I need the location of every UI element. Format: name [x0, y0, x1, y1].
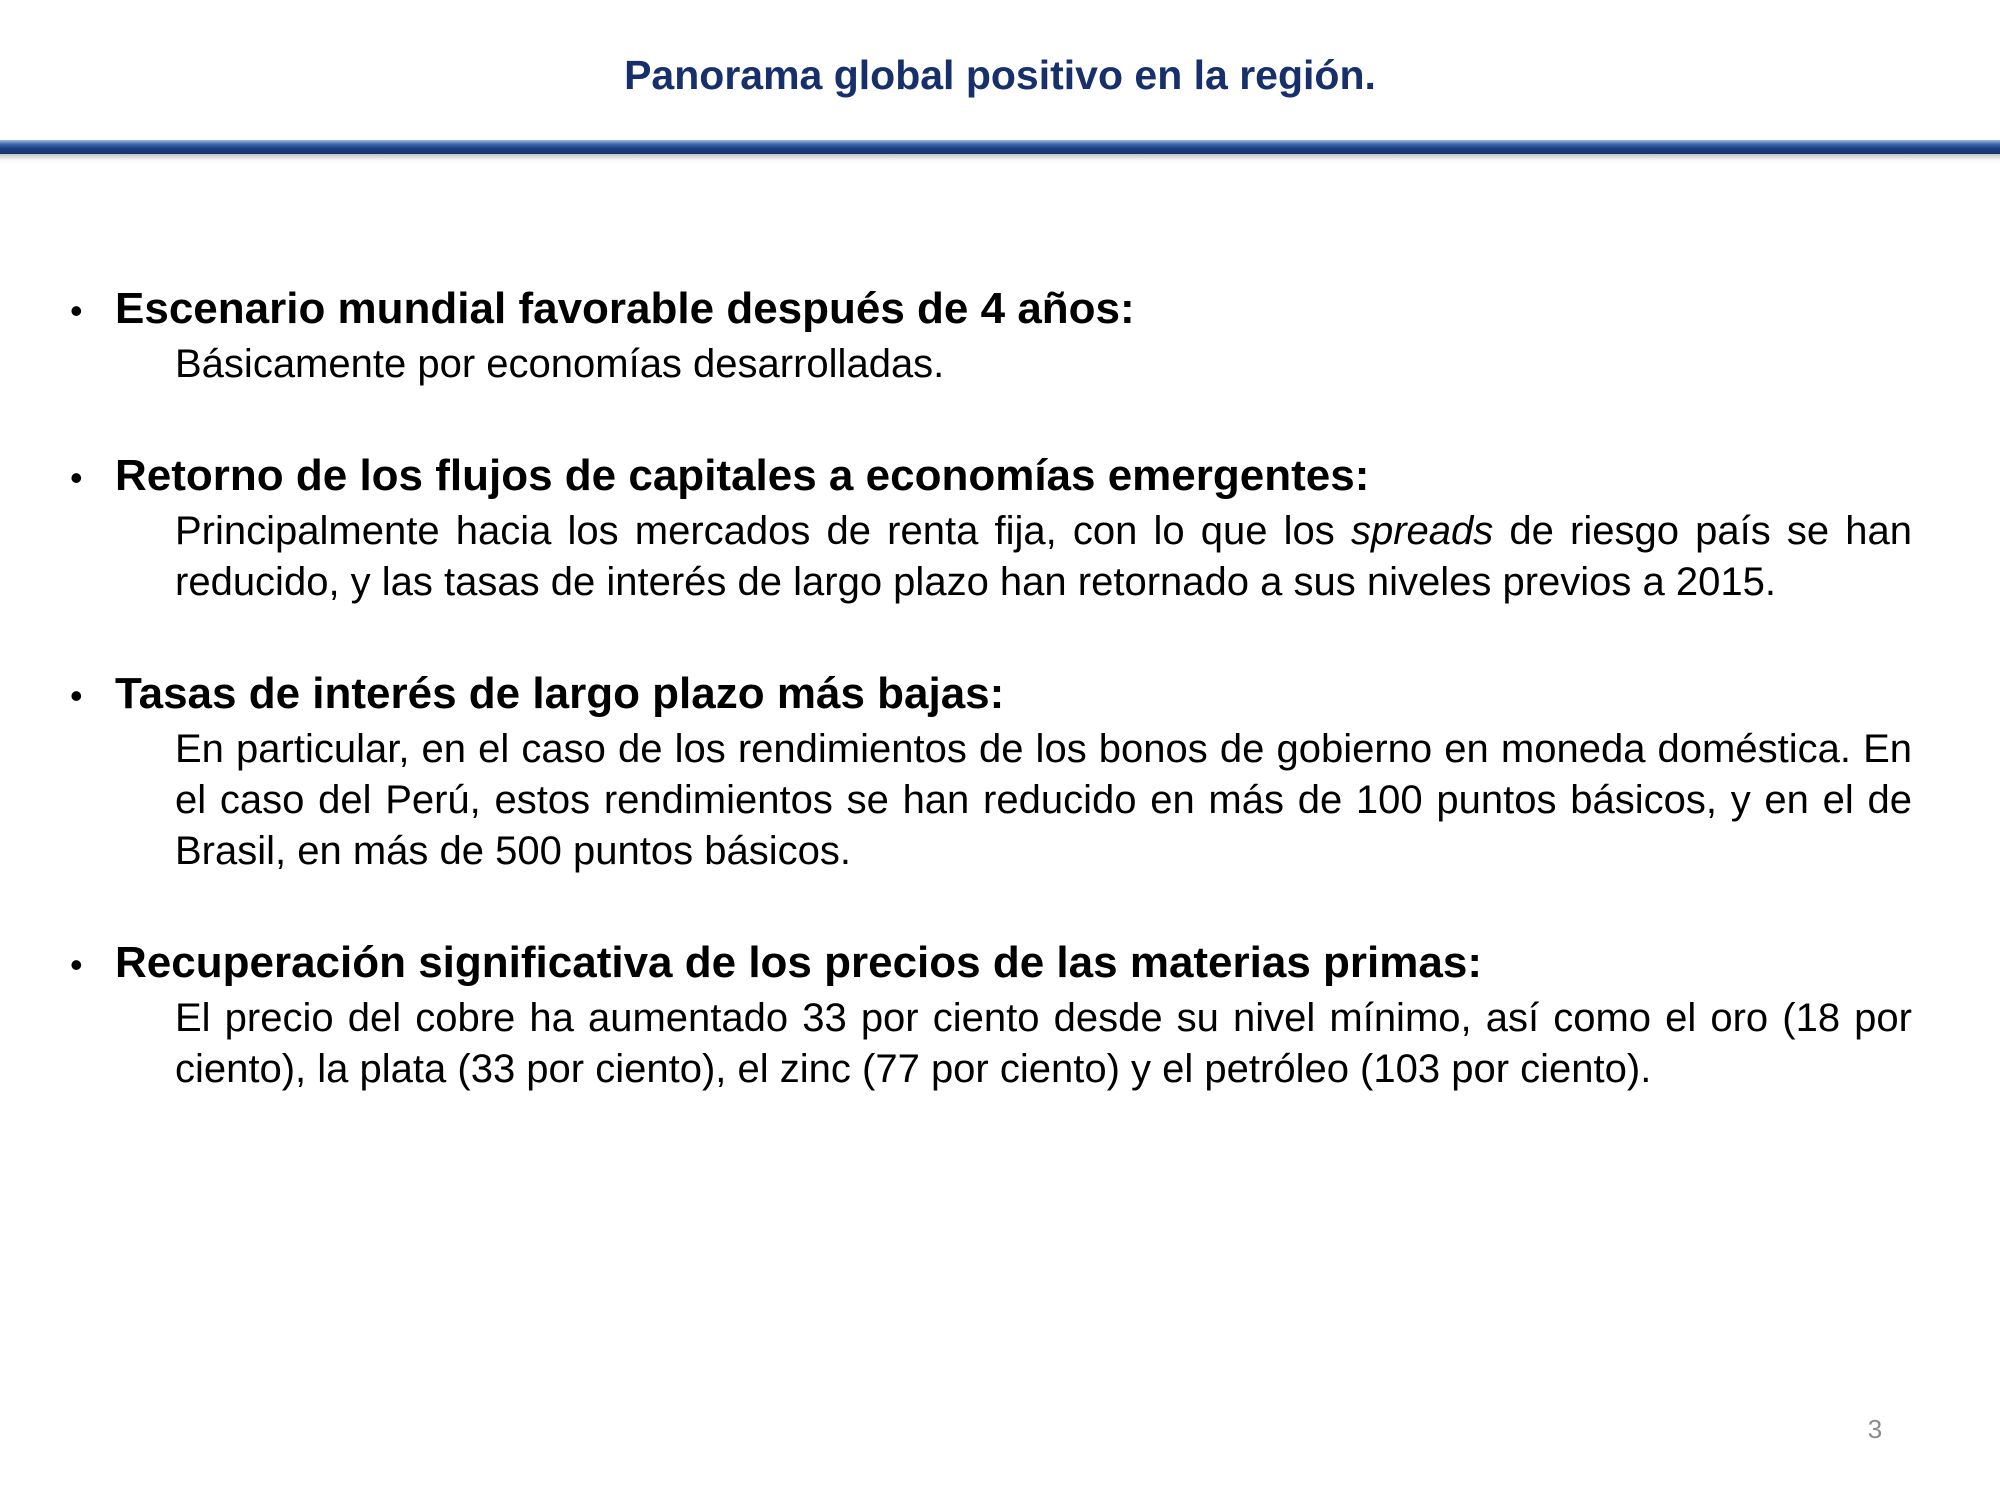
bullet-heading-text: Escenario mundial favorable después de 4 años:	[115, 284, 1135, 333]
bullet-dot-icon: •	[70, 675, 83, 716]
page-number: 3	[1867, 1414, 1883, 1444]
bullet-body: En particular, en el caso de los rendimientos de los bonos de gobierno en moneda doméstica. En el caso del Perú, estos rendimientos se han reducido en más de 100 puntos básicos, y en el de Brasil, en más de 500 puntos básicos.	[175, 727, 1912, 873]
bullet-dot-icon: •	[70, 290, 83, 331]
bullet-item	[70, 935, 1912, 1095]
bullet-dot-icon: •	[70, 457, 83, 498]
bullet-body-emphasis: spreads	[1350, 509, 1494, 553]
bullet-item	[70, 448, 1912, 608]
bullet-heading-text: Recuperación significativa de los precios de las materias primas:	[115, 938, 1482, 987]
bullet-list	[70, 281, 1912, 1153]
bullet-item	[70, 281, 1912, 390]
bullet-item	[70, 666, 1912, 877]
bullet-heading	[70, 281, 1912, 339]
bullet-body: El precio del cobre ha aumentado 33 por ciento desde su nivel mínimo, así como el oro (18 por ciento), la plata (33 por ciento), el zinc (77 por ciento) y el petróleo (103 por ciento).	[175, 996, 1912, 1091]
bullet-heading	[70, 666, 1912, 724]
bullet-body	[175, 506, 1912, 608]
bullet-body-text: de riesgo país se han reducido, y las tasas de interés de largo plazo han retornado a sus niveles previos a 2015.	[175, 509, 1913, 604]
title-divider	[0, 140, 2000, 154]
bullet-heading	[70, 935, 1912, 993]
bullet-heading	[70, 448, 1912, 506]
bullet-body-text: Principalmente hacia los mercados de renta fija, con lo que los	[175, 509, 1351, 553]
title-divider-shadow	[0, 154, 2000, 164]
bullet-heading-text: Retorno de los flujos de capitales a economías emergentes:	[115, 451, 1370, 500]
slide-title: Panorama global positivo en la región.	[624, 52, 1376, 98]
bullet-body: Básicamente por economías desarrolladas.	[175, 342, 945, 386]
bullet-dot-icon: •	[70, 944, 83, 985]
bullet-heading-text: Tasas de interés de largo plazo más bajas:	[115, 669, 1005, 718]
